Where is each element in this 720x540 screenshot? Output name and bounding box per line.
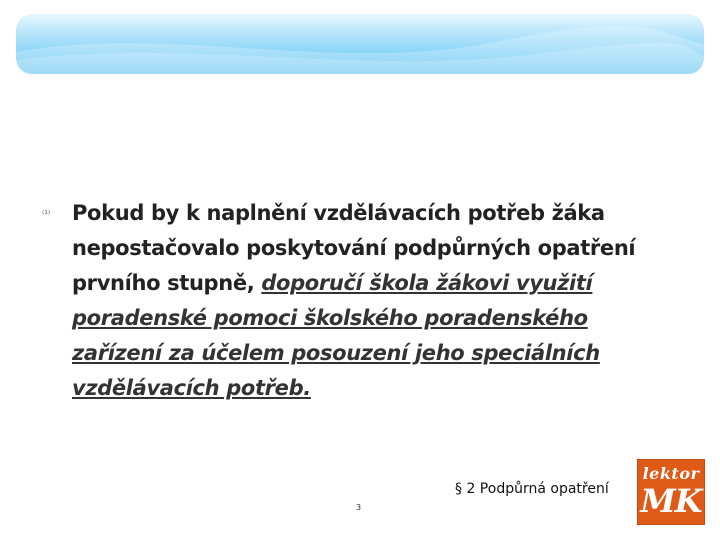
section-reference: § 2 Podpůrná opatření <box>455 481 609 497</box>
logo-line-2: MK <box>640 482 702 520</box>
header-banner <box>16 14 704 74</box>
main-paragraph <box>72 196 682 406</box>
bullet-marker: ⁽¹⁾ <box>42 210 51 220</box>
paragraph-intro: Pokud by k naplnění vzdělávacích potřeb žáka nepostačovalo poskytování podpůrných opatření prvního stupně, <box>72 201 636 295</box>
content-block <box>42 196 682 406</box>
page-number: 3 <box>356 503 362 512</box>
paragraph-underlined: doporučí škola žákovi využití poradenské pomoci školského poradenského zařízení za účelem posouzení jeho speciálních vzdělávacích potřeb. <box>72 271 600 400</box>
wave-decoration <box>16 14 704 74</box>
lektor-logo <box>637 459 705 525</box>
logo-line-1: lektor <box>642 464 700 483</box>
